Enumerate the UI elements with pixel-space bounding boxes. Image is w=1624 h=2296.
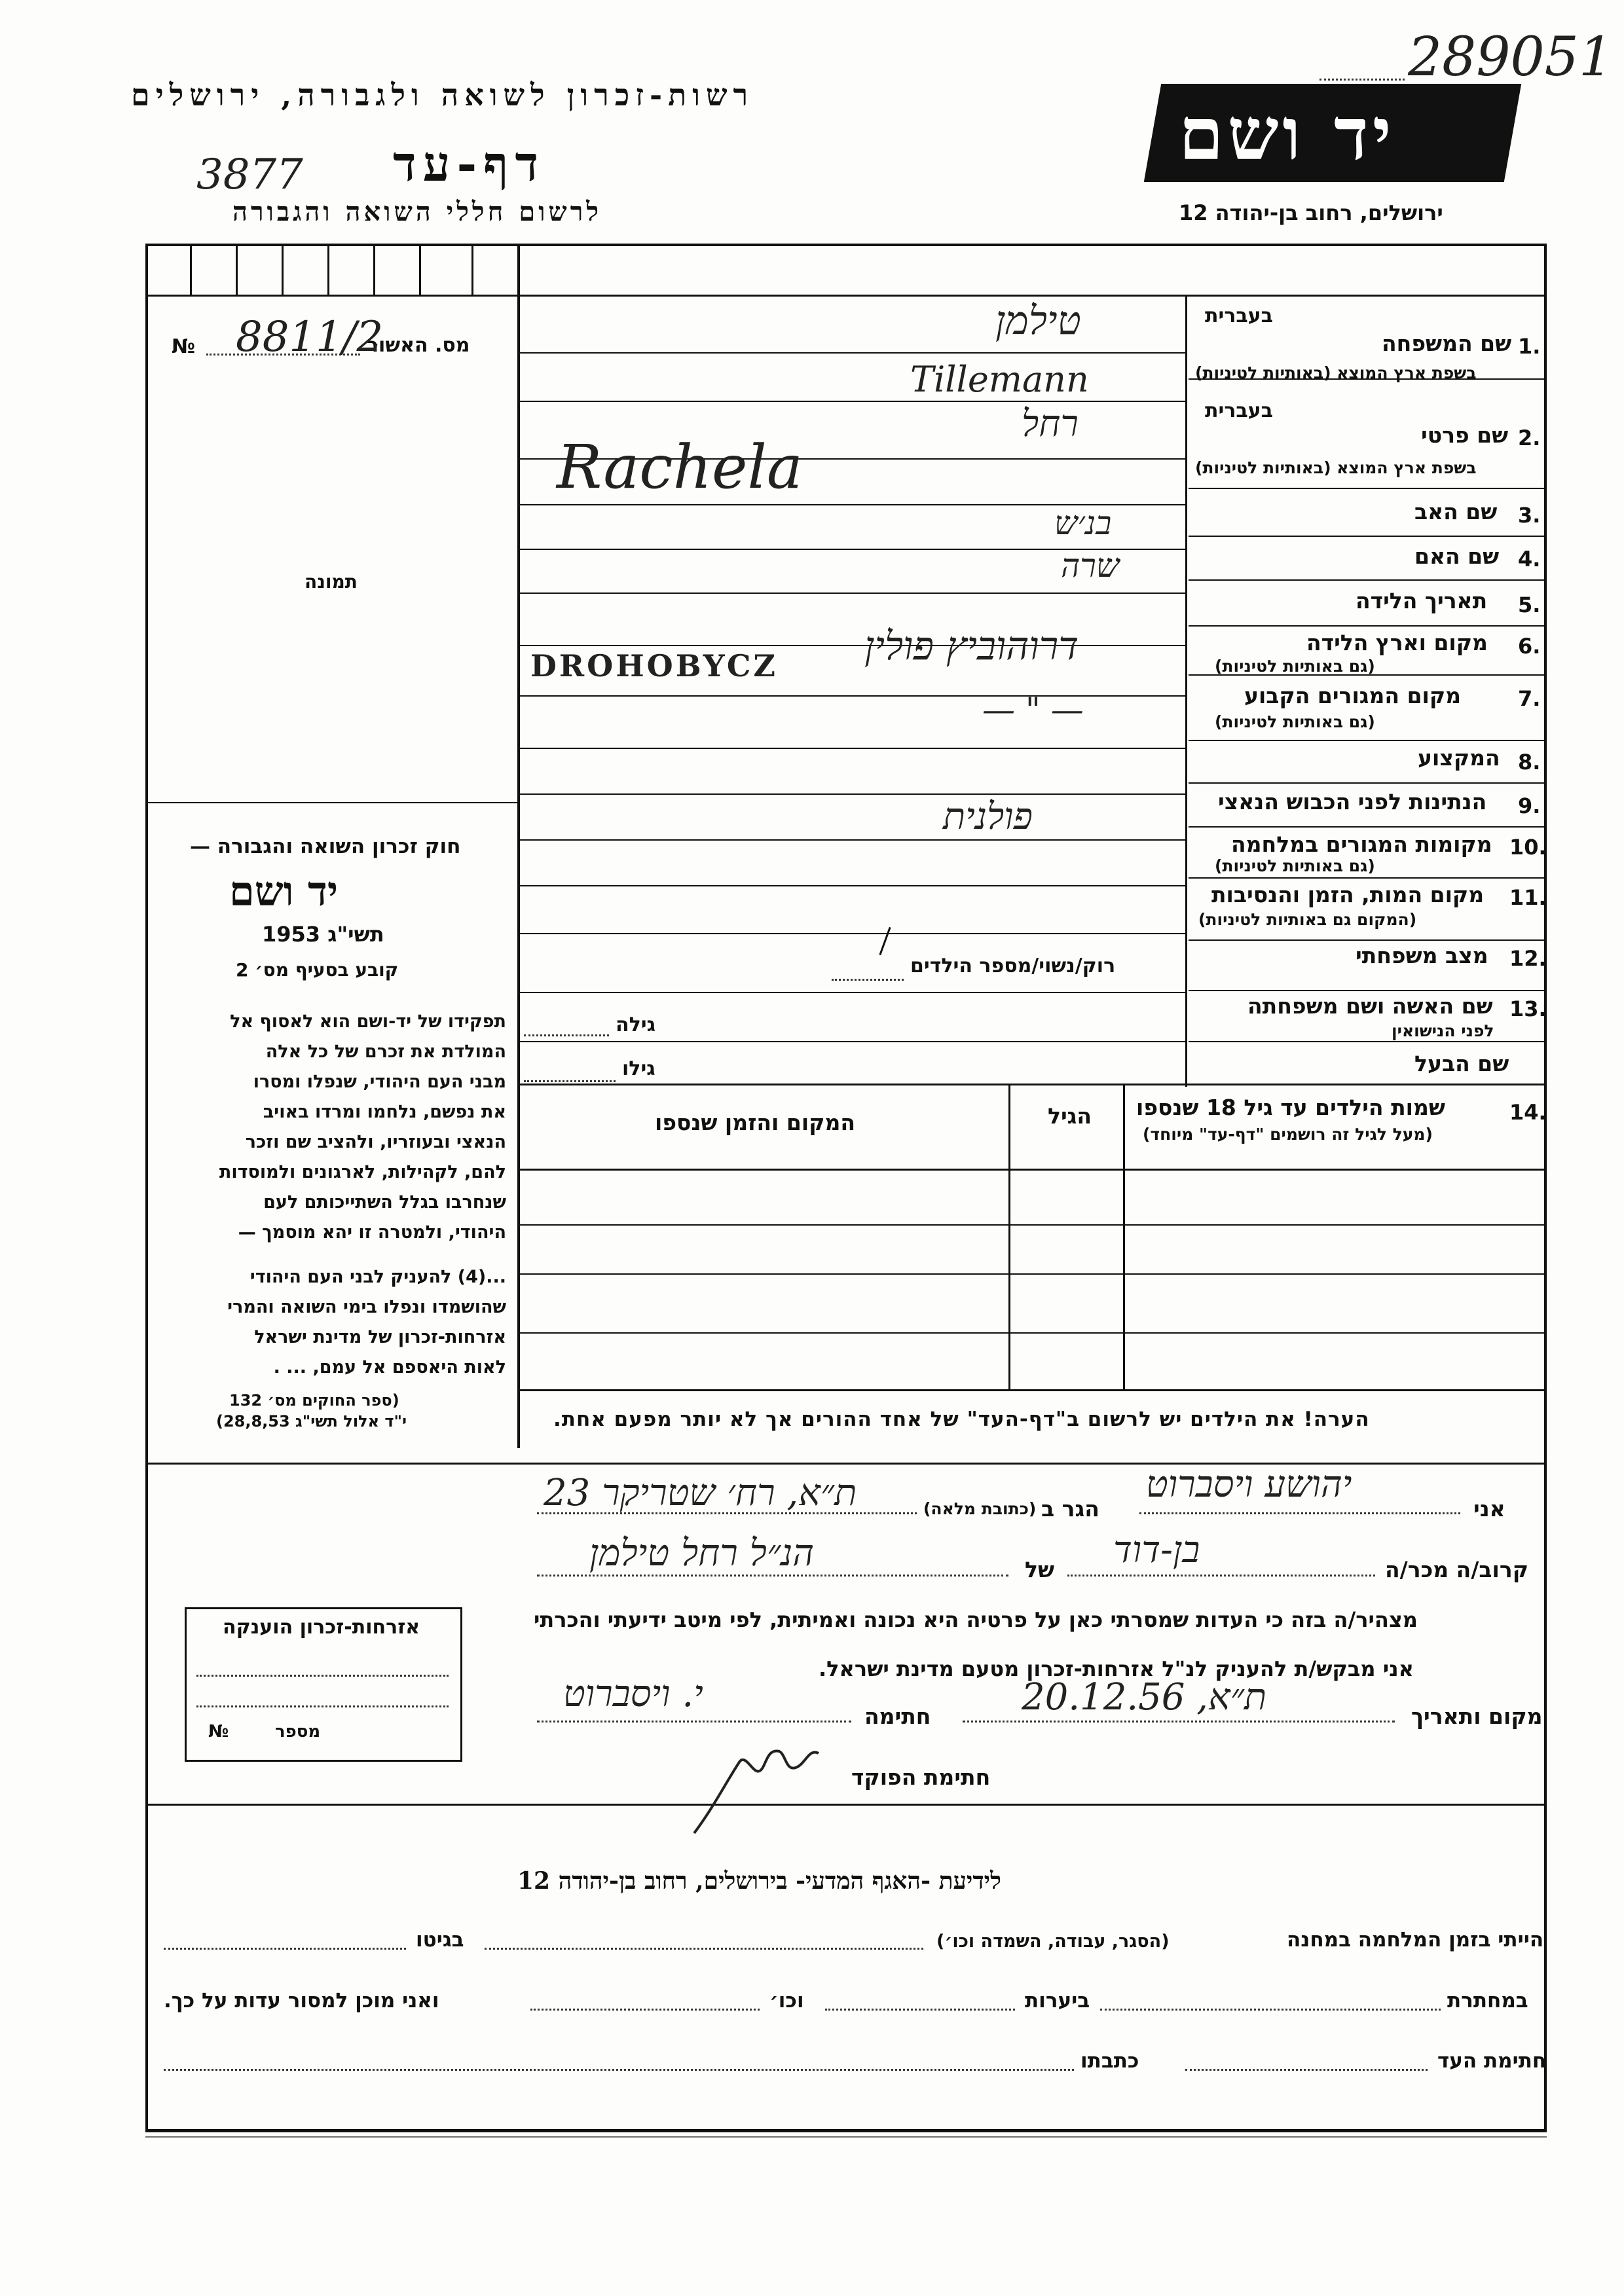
field-6-num: 6. — [1518, 634, 1541, 659]
official-signature-scribble — [688, 1735, 838, 1840]
bottom-dashed-edge — [145, 2136, 1547, 2138]
field-9-label: הנתינות לפני הכבוש הנאצי — [1218, 789, 1487, 814]
frame-left-lower — [145, 1463, 148, 2130]
decl-resides-label: הגר ב — [1041, 1496, 1099, 1522]
field-6-label: מקום וארץ הלידה — [1306, 630, 1488, 655]
decl-of-value: הנ״ל רחל טילמן — [589, 1532, 815, 1575]
approval-no-sign: № — [172, 335, 196, 358]
children-col-place: המקום והזמן שנספו — [655, 1110, 855, 1135]
field-9-value: פולנית — [943, 795, 1033, 838]
field-1-value-he: טילמן — [995, 298, 1081, 344]
authority-title: רשות-זכרון לשואה ולגבורה, ירושלים — [131, 77, 754, 113]
field-2-num: 2. — [1518, 426, 1541, 450]
field-10-label: מקומות המגורים במלחמה — [1231, 831, 1492, 857]
photo-label: תמונה — [304, 571, 358, 592]
field-12-label: מצב משפחתי — [1356, 943, 1488, 968]
form-subtitle: לרשום חללי השואה והגבורה — [232, 196, 602, 227]
field-1-sub: בשפת ארץ המוצא (באותיות לטיניות) — [1195, 363, 1477, 382]
decl-statement: מצהיר/ה בזה כי העדות שמסרתי כאן על פרטיה היא נכונה ואמיתית, לפי מיטב ידיעתי והכרתי — [534, 1607, 1418, 1632]
law-clause: קובע בסעיף מס׳ 2 — [236, 959, 399, 981]
children-col-divider-1 — [1123, 1084, 1125, 1391]
field-12-value: רוק/נשוי/מספר הילדים — [910, 955, 1116, 977]
frame-bottom — [145, 2129, 1547, 2132]
intel-line2-b: ביערות — [1025, 1989, 1090, 2013]
doc-number-handwritten: 289051 — [1408, 26, 1614, 88]
decl-address-hint: (כתובת מלאה) — [923, 1499, 1037, 1518]
field-1-value-latin: Tillemann — [910, 359, 1089, 400]
field-1-hebrew-tag: בעברית — [1205, 304, 1273, 327]
field-13-value: גילה — [616, 1013, 655, 1036]
intel-title: לידיעת -האגף המדעי- בירושלים, רחוב בן-יהודה 12 — [517, 1867, 1001, 1895]
decl-i-label: אני — [1473, 1496, 1505, 1522]
field-2-value-latin: Rachela — [557, 432, 803, 502]
logo-text: יד ושם — [1179, 92, 1395, 176]
decl-relative-value: בן-דוד — [1113, 1529, 1200, 1571]
children-col-age: הגיל — [1048, 1103, 1092, 1129]
intel-line2-c: וכו׳ — [769, 1989, 804, 2013]
approval-label: מס. האשור — [367, 334, 470, 357]
photo-area-bottom — [145, 802, 519, 803]
intel-line2-d: ואני מוכן למסור עדות על כך. — [164, 1989, 439, 2013]
field-9-num: 9. — [1518, 793, 1541, 818]
field-3-label: שם האב — [1414, 499, 1498, 524]
husband-label: שם הבעל — [1414, 1051, 1509, 1076]
top-strip-bottom — [145, 295, 1547, 297]
law-text: תפקידו של יד-ושם הוא לאסוף אל המולדת את זכרם של כל אלה מבני העם היהודי, שנפלו ומסרו את נפשם, נלחמו ומרדו באויב הנאצי ובעוזריו, ולהציב שם וזכר להם, לקהילות, לארגונים ולמוסדות שנחרבו בגלל השתייכותם לעם היהודי, ולמטרה זו יהא מוסמך — — [219, 1011, 506, 1243]
decl-i-value: יהושע ויסברוט — [1146, 1463, 1352, 1506]
header-address: ירושלים, רחוב בן-יהודה 12 — [1179, 200, 1443, 225]
field-2-label: שם פרטי — [1421, 422, 1509, 448]
field-13-label: שם האשה ושם משפחתה — [1247, 993, 1493, 1019]
field-6-value-latin: DROHOBYCZ — [530, 648, 779, 683]
frame-right-lower — [1544, 1463, 1547, 2130]
frame-top — [145, 244, 1547, 246]
field-8-num: 8. — [1518, 750, 1541, 774]
field-7-value: — " — — [982, 691, 1084, 729]
intel-line3-b: כתבתו — [1080, 2049, 1139, 2073]
field-7-num: 7. — [1518, 686, 1541, 711]
husband-value: גילו — [622, 1057, 655, 1080]
field-7-label: מקום המגורים הקבוע — [1244, 683, 1462, 708]
approval-value: 8811/2 — [236, 313, 384, 361]
intel-divider — [145, 1804, 1547, 1806]
field-1-label: שם המשפחה — [1382, 331, 1512, 356]
decl-relative-label: קרוב/ה מכר/ה — [1385, 1557, 1528, 1582]
decl-signature-value: י. ויסברוט — [563, 1673, 703, 1715]
field-13-num: 13. — [1509, 996, 1547, 1021]
decl-place-date-label: מקום ותאריך — [1411, 1704, 1543, 1729]
doc-number-dotline — [1320, 79, 1405, 81]
children-label: שמות הילדים עד גיל 18 שנספו — [1136, 1095, 1445, 1120]
form-title: דף-עד — [393, 136, 545, 192]
field-4-num: 4. — [1518, 547, 1541, 572]
field-7-sub: (גם באותיות לטיניות) — [1215, 712, 1375, 731]
field-6-value-he: דרוהוביץ פולין — [864, 623, 1079, 669]
field-2-value-he: רחל — [1022, 403, 1079, 445]
field-11-num: 11. — [1509, 885, 1547, 910]
marital-mark — [879, 927, 891, 955]
law-name: יד ושם — [229, 867, 339, 915]
frame-left — [145, 244, 148, 1465]
citizenship-box-title: אזרחות-זכרון הוענקה — [223, 1616, 420, 1639]
intel-line1-a: הייתי בזמן המלחמה במחנה — [1287, 1928, 1544, 1952]
children-header-bottom — [520, 1169, 1545, 1171]
intel-line3-a: חתימת העד — [1437, 2049, 1547, 2073]
field-2-hebrew-tag: בעברית — [1205, 399, 1273, 422]
field-11-label: מקום המות, הזמן והנסיבות — [1211, 882, 1485, 907]
field-12-num: 12. — [1509, 946, 1547, 971]
decl-signature-label: חתימה — [864, 1704, 931, 1729]
field-5-num: 5. — [1518, 592, 1541, 617]
children-num: 14. — [1509, 1100, 1547, 1125]
note-text: הערה! את הילדים יש לרשום ב"דף-העד" של אחד ההורים אך לא יותר מפעם אחת. — [553, 1408, 1370, 1431]
citizenship-box-no: מספר — [275, 1722, 321, 1741]
field-1-num: 1. — [1518, 334, 1541, 359]
decl-address-value: ת״א, רח׳ שטריקר 23 — [544, 1472, 857, 1514]
decl-request: אני מבקש/ת להעניק לנ"ל אזרחות-זכרון מטעם מדינת ישראל. — [819, 1656, 1414, 1681]
intel-line2-a: במחתרת — [1447, 1989, 1528, 2013]
law-year: תשי"ג 1953 — [262, 922, 384, 947]
official-signature-label: חתימת הפוקד — [851, 1764, 991, 1790]
field-10-num: 10. — [1509, 835, 1547, 860]
field-2-sub: בשפת ארץ המוצא (באותיות לטיניות) — [1195, 458, 1477, 477]
law-text-2: ...(4) להעניק לבני העם היהודי שהושמדו ונפלו בימי השואה והמרי אזרחות-זכרון של מדינת ישראל לאות היאספם אל עמם, ... . — [227, 1267, 506, 1377]
children-col-divider-2 — [1008, 1084, 1010, 1391]
field-4-label: שם האם — [1414, 543, 1500, 569]
children-section-top — [520, 1084, 1545, 1085]
law-ref-1: (ספר החוקים מס׳ 132 — [229, 1391, 399, 1410]
side-column-divider — [517, 244, 520, 1448]
children-sub: (מעל לגיל זה רושמים "דף-עד" מיוחד) — [1143, 1125, 1433, 1144]
decl-of-label: של — [1025, 1557, 1054, 1582]
field-4-value: שרה — [1061, 547, 1120, 585]
intel-line1-b: (הסגר, עבודה, השמדה וכו׳) — [936, 1931, 1170, 1952]
page-ref-handwritten: 3877 — [196, 151, 303, 199]
field-13-sub: לפני הנישואין — [1392, 1021, 1494, 1040]
decl-place-date-value: ת״א, 20.12.56 — [1022, 1676, 1267, 1719]
intel-line1-c: בגיטו — [416, 1928, 464, 1952]
field-3-value: בנ׳ש — [1054, 504, 1112, 542]
field-11-sub: (המקום גם באותיות לטיניות) — [1198, 910, 1417, 929]
field-5-label: תאריך הלידה — [1356, 588, 1488, 613]
field-3-num: 3. — [1518, 503, 1541, 528]
citizenship-box-no-sign: № — [208, 1722, 229, 1741]
law-ref-2: י"ד אלול תשי"ג 28,8,53) — [216, 1412, 407, 1430]
law-title: חוק זכרון השואה והגבורה — — [190, 835, 461, 858]
label-column-divider — [1185, 295, 1187, 1087]
field-8-label: המקצוע — [1418, 745, 1500, 771]
field-10-sub: (גם באותיות לטיניות) — [1215, 856, 1375, 875]
field-6-sub: (גם באותיות לטיניות) — [1215, 657, 1375, 676]
